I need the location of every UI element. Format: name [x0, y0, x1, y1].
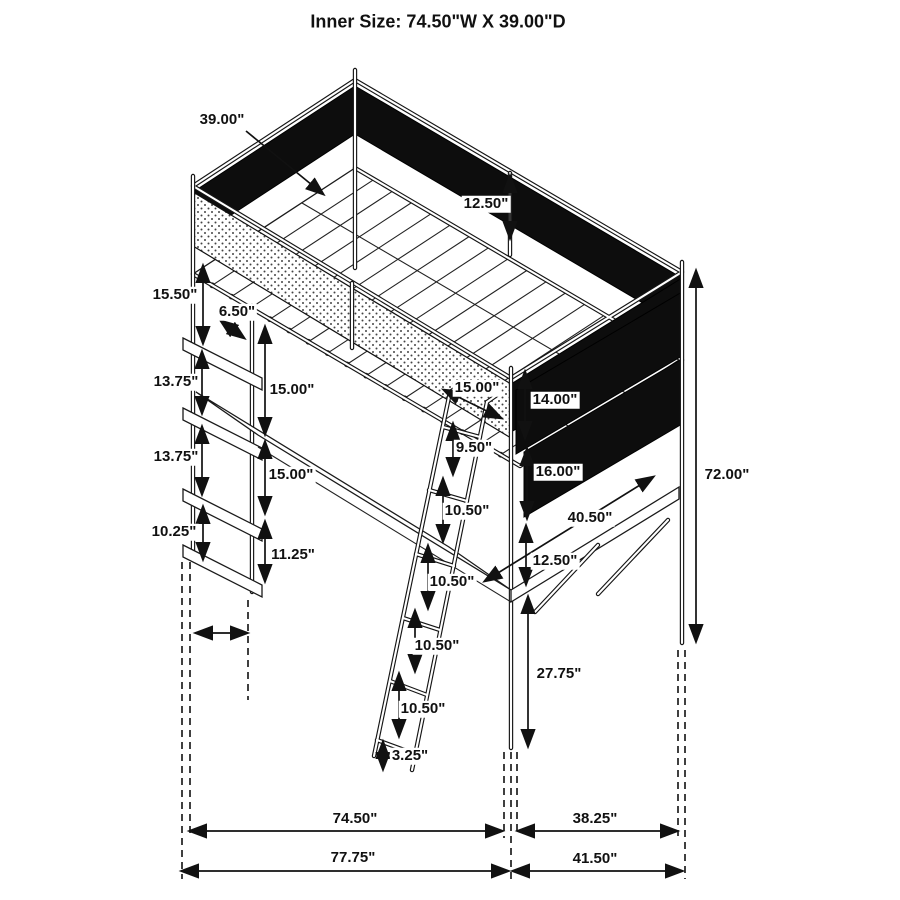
- dim-label-desk-height: 27.75": [536, 664, 582, 682]
- dim-label-overall-height: 72.00": [704, 465, 750, 483]
- dim-label-panel-top-height: 14.00": [532, 390, 578, 408]
- dim-label-rung-to-end: 3.25": [391, 746, 429, 764]
- dim-label-deck-to-shelf1: 15.50": [152, 285, 198, 303]
- dim-label-width-inner: 74.50": [332, 809, 378, 827]
- dim-label-side-inner: 38.25": [572, 809, 618, 827]
- dim-label-desk-drop-left: 15.00": [269, 380, 315, 398]
- dim-label-shelf-gap-1: 13.75": [153, 372, 199, 390]
- dim-label-shelf-to-floor: 10.25": [151, 522, 197, 540]
- dim-label-width-overall: 77.75": [330, 848, 376, 866]
- dim-label-rung-space-3: 10.50": [414, 636, 460, 654]
- dim-label-guardrail-height: 12.50": [463, 194, 509, 212]
- dim-label-shelf-gap-3: 15.00": [268, 465, 314, 483]
- dim-label-depth-inner: 39.00": [199, 110, 245, 128]
- dim-label-desk-depth: 40.50": [567, 508, 613, 526]
- dim-label-panel-height: 16.00": [535, 462, 581, 480]
- page-title: Inner Size: 74.50"W X 39.00"D: [310, 11, 566, 32]
- dim-label-shelf-offset: 6.50": [218, 302, 256, 320]
- dim-label-post-bottom: 11.25": [271, 545, 315, 563]
- dim-label-rung-space-1: 10.50": [444, 501, 490, 519]
- bed-frame: [183, 70, 682, 770]
- dim-label-side-overall: 41.50": [572, 849, 618, 867]
- dim-label-rail-to-ladder: 15.00": [454, 378, 500, 396]
- dim-label-panel-to-desk: 12.50": [532, 551, 578, 569]
- dim-label-ladder-gap-top: 9.50": [455, 438, 493, 456]
- dim-label-rung-space-2: 10.50": [429, 572, 475, 590]
- dim-label-shelf-gap-2: 13.75": [153, 447, 199, 465]
- dim-label-rung-space-4: 10.50": [400, 699, 446, 717]
